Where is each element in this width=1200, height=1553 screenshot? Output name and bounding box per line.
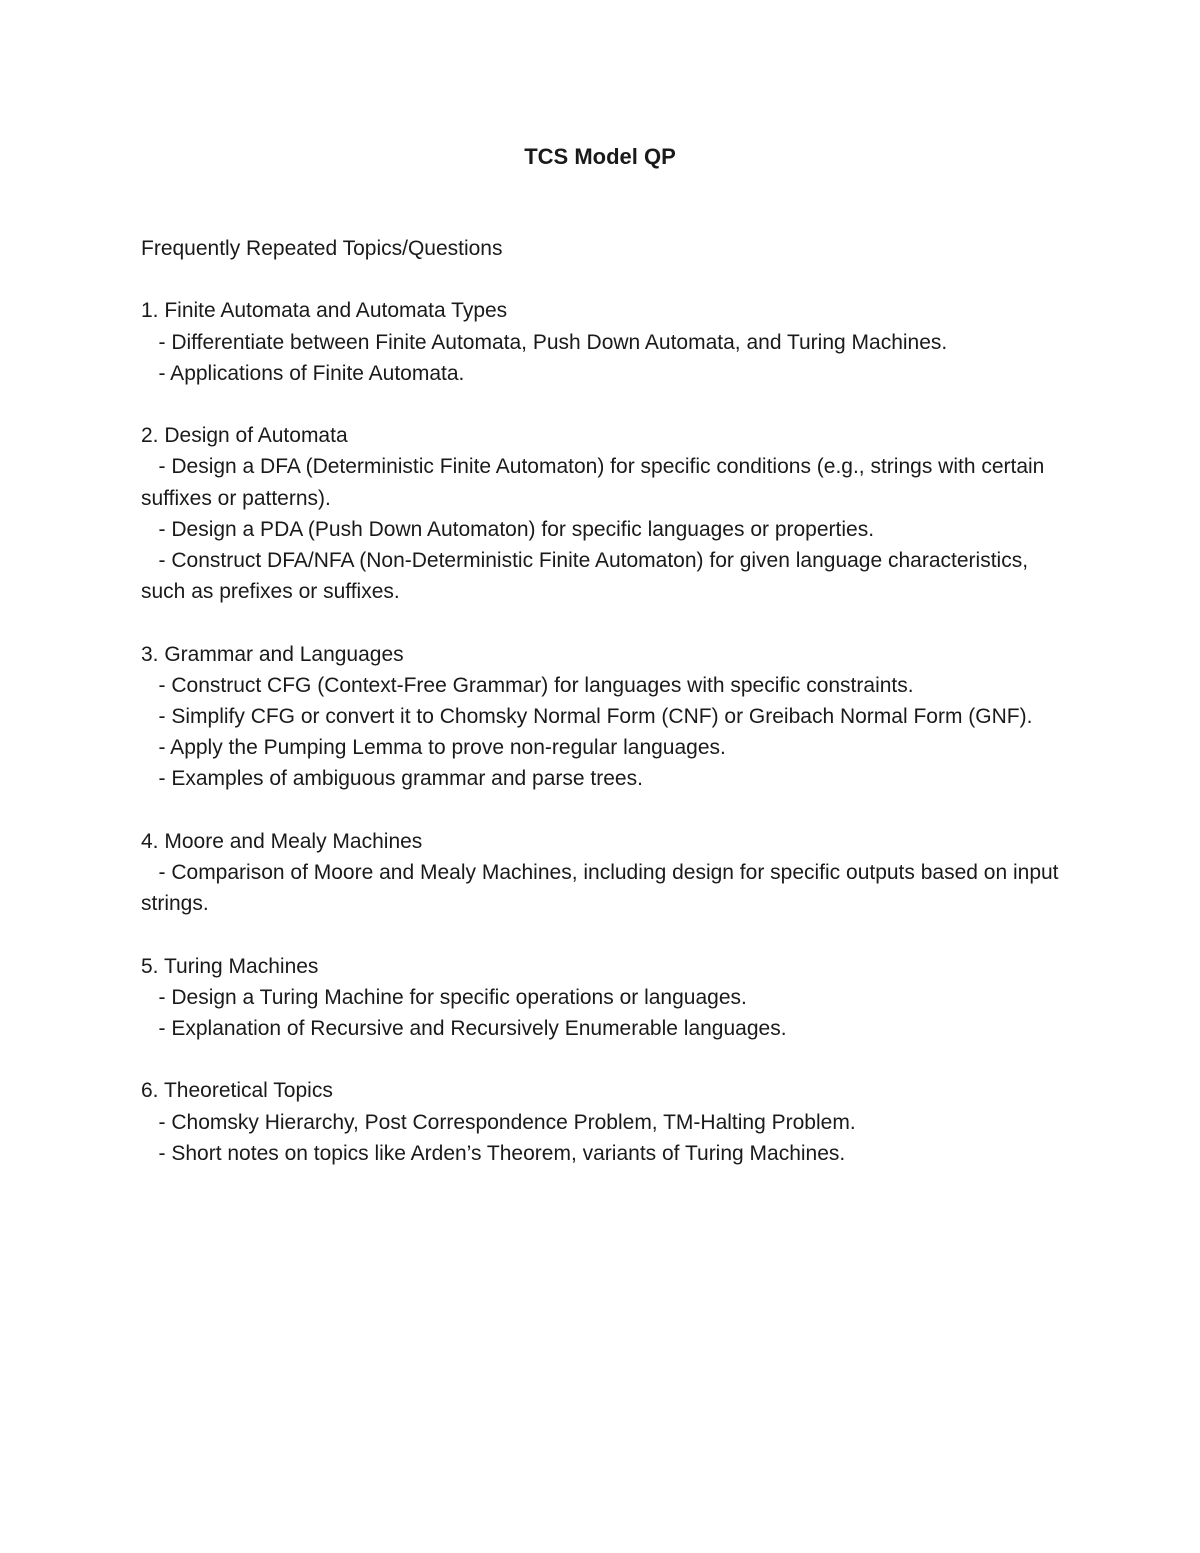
document-title: TCS Model QP [524, 144, 676, 169]
list-item: - Examples of ambiguous grammar and parse trees. [141, 767, 643, 791]
section-finite-automata [141, 295, 1061, 389]
list-item: - Chomsky Hierarchy, Post Correspondence Problem, TM-Halting Problem. [141, 1110, 856, 1134]
document-body [141, 233, 1065, 1200]
list-item: - Simplify CFG or convert it to Chomsky Normal Form (CNF) or Greibach Normal Form (GNF). [141, 705, 1033, 728]
section-moore-and-mealy [141, 826, 1065, 920]
list-item: - Apply the Pumping Lemma to prove non-regular languages. [141, 736, 726, 760]
section-theoretical-topics [141, 1075, 1061, 1169]
list-item: - Design a DFA (Deterministic Finite Automaton) for specific conditions (e.g., strings with certain suffixes or patterns). [141, 455, 1051, 510]
list-item: - Differentiate between Finite Automata, Push Down Automata, and Turing Machines. [141, 330, 948, 354]
section-grammar-and-languages [141, 639, 1061, 795]
list-item: - Construct DFA/NFA (Non-Deterministic Finite Automaton) for given language characteristics, such as prefixes or suffixes. [141, 549, 1034, 604]
list-item: - Explanation of Recursive and Recursively Enumerable languages. [141, 1017, 787, 1040]
list-item: - Construct CFG (Context-Free Grammar) for languages with specific constraints. [141, 673, 914, 697]
list-item: - Short notes on topics like Arden’s Theorem, variants of Turing Machines. [141, 1141, 846, 1165]
list-item: - Comparison of Moore and Mealy Machines, including design for specific outputs based on input strings. [141, 861, 1065, 916]
section-heading: 4. Moore and Mealy Machines [141, 829, 423, 853]
section-design-of-automata [141, 420, 1061, 607]
intro-heading: Frequently Repeated Topics/Questions [141, 237, 503, 260]
section-heading: 3. Grammar and Languages [141, 642, 404, 666]
list-item: - Design a Turing Machine for specific operations or languages. [141, 985, 747, 1009]
list-item: - Applications of Finite Automata. [141, 361, 465, 385]
section-heading: 5. Turing Machines [141, 954, 319, 978]
section-turing-machines [141, 951, 1061, 1045]
list-item: - Design a PDA (Push Down Automaton) for specific languages or properties. [141, 517, 875, 541]
section-heading: 1. Finite Automata and Automata Types [141, 299, 508, 323]
section-heading: 2. Design of Automata [141, 424, 348, 448]
section-heading: 6. Theoretical Topics [141, 1079, 333, 1103]
